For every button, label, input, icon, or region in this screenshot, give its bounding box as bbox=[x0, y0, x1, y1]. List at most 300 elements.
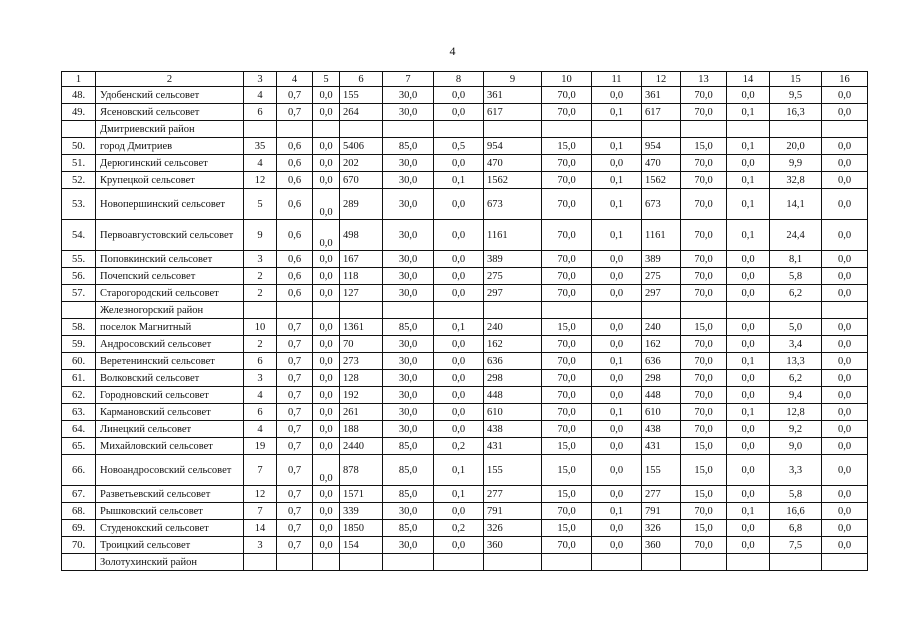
table-cell: 0,7 bbox=[277, 503, 313, 520]
empty-cell bbox=[434, 554, 484, 571]
table-cell: 85,0 bbox=[383, 438, 434, 455]
table-cell: 0,0 bbox=[434, 537, 484, 554]
table-row bbox=[62, 421, 868, 438]
table-cell: 0,1 bbox=[727, 104, 770, 121]
municipality-name: город Дмитриев bbox=[96, 138, 244, 155]
table-cell: 0,0 bbox=[592, 370, 642, 387]
row-number: 57. bbox=[62, 285, 96, 302]
municipality-name: Рышковский сельсовет bbox=[96, 503, 244, 520]
table-cell: 878 bbox=[340, 455, 383, 486]
table-cell: 6,2 bbox=[770, 370, 822, 387]
table-cell: 16,6 bbox=[770, 503, 822, 520]
empty-cell bbox=[340, 554, 383, 571]
table-row bbox=[62, 404, 868, 421]
table-row bbox=[62, 220, 868, 251]
table-cell: 0,1 bbox=[592, 404, 642, 421]
page-number: 4 bbox=[449, 44, 456, 58]
table-cell: 85,0 bbox=[383, 486, 434, 503]
municipality-name: Первоавгустовский сельсовет bbox=[96, 220, 244, 251]
table-cell: 0,0 bbox=[592, 387, 642, 404]
municipality-name: Поповкинский сельсовет bbox=[96, 251, 244, 268]
table-cell: 0,0 bbox=[592, 285, 642, 302]
table-row bbox=[62, 336, 868, 353]
empty-cell bbox=[727, 554, 770, 571]
table-cell: 0,0 bbox=[434, 353, 484, 370]
table-cell: 670 bbox=[340, 172, 383, 189]
table-cell: 0,1 bbox=[592, 220, 642, 251]
empty-cell bbox=[542, 554, 592, 571]
table-cell: 0,0 bbox=[592, 455, 642, 486]
table-cell: 0,1 bbox=[727, 503, 770, 520]
table-cell: 0,1 bbox=[434, 486, 484, 503]
table-cell: 617 bbox=[484, 104, 542, 121]
table-cell: 30,0 bbox=[383, 87, 434, 104]
table-cell: 4 bbox=[244, 87, 277, 104]
table-cell: 70,0 bbox=[542, 404, 592, 421]
table-cell: 0,0 bbox=[313, 421, 340, 438]
table-cell: 24,4 bbox=[770, 220, 822, 251]
table-cell: 0,0 bbox=[592, 438, 642, 455]
table-cell: 12,8 bbox=[770, 404, 822, 421]
table-cell: 5,0 bbox=[770, 319, 822, 336]
table-cell: 0,0 bbox=[313, 387, 340, 404]
table-cell: 188 bbox=[340, 421, 383, 438]
table-cell: 2 bbox=[244, 336, 277, 353]
table-cell: 389 bbox=[642, 251, 681, 268]
table-cell: 431 bbox=[642, 438, 681, 455]
empty-cell bbox=[681, 302, 727, 319]
table-cell: 154 bbox=[340, 537, 383, 554]
table-cell: 13,3 bbox=[770, 353, 822, 370]
table-cell: 0,0 bbox=[592, 155, 642, 172]
table-cell: 0,7 bbox=[277, 104, 313, 121]
empty-cell bbox=[592, 302, 642, 319]
table-cell: 0,0 bbox=[727, 251, 770, 268]
table-cell: 791 bbox=[642, 503, 681, 520]
table-cell: 7 bbox=[244, 455, 277, 486]
table-cell: 0,0 bbox=[822, 421, 868, 438]
row-number: 60. bbox=[62, 353, 96, 370]
table-cell: 14 bbox=[244, 520, 277, 537]
table-cell: 7 bbox=[244, 503, 277, 520]
table-cell: 30,0 bbox=[383, 387, 434, 404]
empty-cell bbox=[770, 554, 822, 571]
table-cell: 70,0 bbox=[542, 268, 592, 285]
header-cell: 16 bbox=[822, 72, 868, 87]
table-cell: 70,0 bbox=[681, 370, 727, 387]
table-cell: 0,0 bbox=[434, 336, 484, 353]
table-cell: 498 bbox=[340, 220, 383, 251]
table-cell: 673 bbox=[484, 189, 542, 220]
table-cell: 0,0 bbox=[313, 155, 340, 172]
empty-cell bbox=[592, 121, 642, 138]
table-cell: 3 bbox=[244, 370, 277, 387]
table-row bbox=[62, 387, 868, 404]
empty-cell bbox=[681, 121, 727, 138]
table-cell: 70,0 bbox=[681, 336, 727, 353]
table-cell: 9 bbox=[244, 220, 277, 251]
table-cell: 0,0 bbox=[313, 336, 340, 353]
municipality-name: Дерюгинский сельсовет bbox=[96, 155, 244, 172]
table-cell: 70,0 bbox=[542, 104, 592, 121]
table-cell: 0,1 bbox=[727, 138, 770, 155]
empty-cell bbox=[642, 302, 681, 319]
table-cell: 70,0 bbox=[681, 172, 727, 189]
table-cell: 30,0 bbox=[383, 370, 434, 387]
table-cell: 438 bbox=[642, 421, 681, 438]
table-cell: 202 bbox=[340, 155, 383, 172]
table-cell: 127 bbox=[340, 285, 383, 302]
table-cell: 15,0 bbox=[681, 520, 727, 537]
table-cell: 70,0 bbox=[681, 268, 727, 285]
table-cell: 0,0 bbox=[727, 370, 770, 387]
table-cell: 0,0 bbox=[592, 486, 642, 503]
table-cell: 6 bbox=[244, 353, 277, 370]
table-cell: 0,0 bbox=[434, 104, 484, 121]
empty-cell bbox=[542, 121, 592, 138]
table-cell: 0,0 bbox=[313, 138, 340, 155]
table-cell: 326 bbox=[484, 520, 542, 537]
empty-cell bbox=[642, 554, 681, 571]
municipality-name: Троицкий сельсовет bbox=[96, 537, 244, 554]
table-cell: 360 bbox=[484, 537, 542, 554]
table-cell: 15,0 bbox=[542, 520, 592, 537]
table-cell: 0,0 bbox=[822, 438, 868, 455]
empty-cell bbox=[822, 302, 868, 319]
table-cell: 0,1 bbox=[727, 404, 770, 421]
empty-cell bbox=[434, 302, 484, 319]
table-cell: 0,0 bbox=[434, 387, 484, 404]
table-cell: 15,0 bbox=[542, 486, 592, 503]
table-cell: 431 bbox=[484, 438, 542, 455]
table-cell: 0,0 bbox=[727, 155, 770, 172]
table-cell: 70,0 bbox=[542, 87, 592, 104]
table-cell: 0,0 bbox=[434, 404, 484, 421]
table-cell: 0,7 bbox=[277, 319, 313, 336]
table-cell: 389 bbox=[484, 251, 542, 268]
empty-cell bbox=[277, 302, 313, 319]
header-row bbox=[62, 72, 868, 87]
empty-cell bbox=[313, 121, 340, 138]
table-cell: 610 bbox=[642, 404, 681, 421]
table-cell: 0,5 bbox=[434, 138, 484, 155]
table-cell: 30,0 bbox=[383, 285, 434, 302]
table-cell: 297 bbox=[484, 285, 542, 302]
table-cell: 0,0 bbox=[822, 319, 868, 336]
header-cell: 8 bbox=[434, 72, 484, 87]
table-cell: 0,0 bbox=[822, 455, 868, 486]
row-number: 50. bbox=[62, 138, 96, 155]
municipality-name: Городновский сельсовет bbox=[96, 387, 244, 404]
table-cell: 30,0 bbox=[383, 251, 434, 268]
table-cell: 7,5 bbox=[770, 537, 822, 554]
empty-cell bbox=[484, 302, 542, 319]
table-row bbox=[62, 503, 868, 520]
table-cell: 12 bbox=[244, 486, 277, 503]
table-cell: 167 bbox=[340, 251, 383, 268]
table-cell: 5,8 bbox=[770, 486, 822, 503]
header-cell: 7 bbox=[383, 72, 434, 87]
table-row bbox=[62, 87, 868, 104]
table-cell: 1850 bbox=[340, 520, 383, 537]
table-cell: 0,0 bbox=[822, 520, 868, 537]
empty-cell bbox=[244, 121, 277, 138]
table-row bbox=[62, 537, 868, 554]
table-cell: 0,0 bbox=[313, 438, 340, 455]
table-cell: 0,7 bbox=[277, 520, 313, 537]
municipality-name: Разветьевский сельсовет bbox=[96, 486, 244, 503]
table-cell: 0,0 bbox=[727, 87, 770, 104]
table-cell: 240 bbox=[484, 319, 542, 336]
table-cell: 70 bbox=[340, 336, 383, 353]
table-row bbox=[62, 251, 868, 268]
table-cell: 0,0 bbox=[313, 537, 340, 554]
table-row bbox=[62, 189, 868, 220]
table-cell: 1562 bbox=[484, 172, 542, 189]
table-cell: 6,8 bbox=[770, 520, 822, 537]
table-cell: 470 bbox=[642, 155, 681, 172]
table-cell: 0,7 bbox=[277, 438, 313, 455]
table-cell: 0,1 bbox=[727, 172, 770, 189]
table-row bbox=[62, 438, 868, 455]
table-cell: 15,0 bbox=[681, 138, 727, 155]
table-cell: 0,0 bbox=[313, 520, 340, 537]
table-cell: 70,0 bbox=[681, 220, 727, 251]
row-number: 48. bbox=[62, 87, 96, 104]
municipality-name: Андросовский сельсовет bbox=[96, 336, 244, 353]
table-cell: 0,1 bbox=[592, 172, 642, 189]
table-cell: 70,0 bbox=[681, 404, 727, 421]
table-cell: 70,0 bbox=[681, 189, 727, 220]
municipality-name: Старогородский сельсовет bbox=[96, 285, 244, 302]
header-cell: 14 bbox=[727, 72, 770, 87]
table-cell: 636 bbox=[484, 353, 542, 370]
table-cell: 0,0 bbox=[313, 220, 340, 251]
table-cell: 30,0 bbox=[383, 336, 434, 353]
table-cell: 0,0 bbox=[313, 172, 340, 189]
table-cell: 0,0 bbox=[434, 285, 484, 302]
table-cell: 448 bbox=[642, 387, 681, 404]
table-cell: 0,6 bbox=[277, 220, 313, 251]
table-cell: 9,2 bbox=[770, 421, 822, 438]
table-cell: 30,0 bbox=[383, 537, 434, 554]
empty-cell bbox=[542, 302, 592, 319]
table-cell: 30,0 bbox=[383, 104, 434, 121]
header-cell: 4 bbox=[277, 72, 313, 87]
table-cell: 6 bbox=[244, 104, 277, 121]
table-cell: 0,0 bbox=[727, 438, 770, 455]
table-row bbox=[62, 138, 868, 155]
table-cell: 9,9 bbox=[770, 155, 822, 172]
table-cell: 35 bbox=[244, 138, 277, 155]
table-cell: 297 bbox=[642, 285, 681, 302]
table-cell: 9,5 bbox=[770, 87, 822, 104]
table-cell: 32,8 bbox=[770, 172, 822, 189]
table-cell: 0,0 bbox=[822, 387, 868, 404]
empty-cell bbox=[383, 554, 434, 571]
empty-cell bbox=[681, 554, 727, 571]
table-cell: 0,0 bbox=[592, 251, 642, 268]
table-cell: 0,0 bbox=[592, 87, 642, 104]
table-cell: 0,0 bbox=[822, 404, 868, 421]
table-cell: 0,0 bbox=[727, 387, 770, 404]
header-cell: 6 bbox=[340, 72, 383, 87]
table-cell: 85,0 bbox=[383, 455, 434, 486]
table-cell: 0,0 bbox=[313, 486, 340, 503]
table-cell: 30,0 bbox=[383, 404, 434, 421]
table-cell: 3 bbox=[244, 251, 277, 268]
table-cell: 15,0 bbox=[681, 486, 727, 503]
table-cell: 5406 bbox=[340, 138, 383, 155]
row-number: 70. bbox=[62, 537, 96, 554]
table-cell: 0,7 bbox=[277, 404, 313, 421]
table-cell: 15,0 bbox=[542, 319, 592, 336]
table-cell: 0,0 bbox=[434, 268, 484, 285]
table-cell: 0,0 bbox=[822, 285, 868, 302]
table-cell: 0,1 bbox=[592, 503, 642, 520]
table-cell: 0,0 bbox=[313, 353, 340, 370]
row-number: 56. bbox=[62, 268, 96, 285]
table-cell: 15,0 bbox=[542, 455, 592, 486]
table-cell: 277 bbox=[484, 486, 542, 503]
table-cell: 448 bbox=[484, 387, 542, 404]
empty-cell bbox=[62, 302, 96, 319]
section-row bbox=[62, 121, 868, 138]
empty-cell bbox=[642, 121, 681, 138]
municipality-name: Ясеновский сельсовет bbox=[96, 104, 244, 121]
table-cell: 275 bbox=[484, 268, 542, 285]
table-cell: 30,0 bbox=[383, 268, 434, 285]
table-cell: 0,0 bbox=[313, 87, 340, 104]
row-number: 62. bbox=[62, 387, 96, 404]
table-cell: 30,0 bbox=[383, 172, 434, 189]
table-cell: 2440 bbox=[340, 438, 383, 455]
section-row bbox=[62, 554, 868, 571]
header-cell: 11 bbox=[592, 72, 642, 87]
table-cell: 240 bbox=[642, 319, 681, 336]
table-cell: 0,0 bbox=[822, 336, 868, 353]
table-cell: 9,0 bbox=[770, 438, 822, 455]
header-cell: 13 bbox=[681, 72, 727, 87]
table-cell: 85,0 bbox=[383, 138, 434, 155]
table-cell: 30,0 bbox=[383, 220, 434, 251]
empty-cell bbox=[484, 554, 542, 571]
table-row bbox=[62, 268, 868, 285]
table-row bbox=[62, 172, 868, 189]
table-cell: 162 bbox=[642, 336, 681, 353]
table-cell: 0,0 bbox=[822, 503, 868, 520]
table-cell: 162 bbox=[484, 336, 542, 353]
row-number: 55. bbox=[62, 251, 96, 268]
empty-cell bbox=[244, 302, 277, 319]
empty-cell bbox=[434, 121, 484, 138]
table-cell: 0,2 bbox=[434, 520, 484, 537]
table-cell: 155 bbox=[642, 455, 681, 486]
table-cell: 70,0 bbox=[542, 155, 592, 172]
empty-cell bbox=[727, 302, 770, 319]
table-cell: 4 bbox=[244, 387, 277, 404]
table-cell: 0,0 bbox=[822, 370, 868, 387]
empty-cell bbox=[484, 121, 542, 138]
table-cell: 0,0 bbox=[313, 370, 340, 387]
table-cell: 70,0 bbox=[542, 387, 592, 404]
table-cell: 0,0 bbox=[822, 353, 868, 370]
table-cell: 30,0 bbox=[383, 155, 434, 172]
table-cell: 0,0 bbox=[822, 172, 868, 189]
table-cell: 0,0 bbox=[822, 155, 868, 172]
municipality-name: Новоандросовский сельсовет bbox=[96, 455, 244, 486]
table-cell: 289 bbox=[340, 189, 383, 220]
row-number: 69. bbox=[62, 520, 96, 537]
table-cell: 0,0 bbox=[313, 319, 340, 336]
table-cell: 85,0 bbox=[383, 520, 434, 537]
table-cell: 0,7 bbox=[277, 353, 313, 370]
municipality-name: Линецкий сельсовет bbox=[96, 421, 244, 438]
table-cell: 0,0 bbox=[727, 319, 770, 336]
table-cell: 298 bbox=[642, 370, 681, 387]
empty-cell bbox=[62, 554, 96, 571]
row-number: 68. bbox=[62, 503, 96, 520]
table-cell: 0,7 bbox=[277, 387, 313, 404]
table-cell: 85,0 bbox=[383, 319, 434, 336]
table-cell: 70,0 bbox=[542, 172, 592, 189]
table-row bbox=[62, 520, 868, 537]
municipality-name: Новопершинский сельсовет bbox=[96, 189, 244, 220]
table-cell: 0,1 bbox=[592, 189, 642, 220]
table-cell: 0,6 bbox=[277, 285, 313, 302]
header-cell: 15 bbox=[770, 72, 822, 87]
header-cell: 3 bbox=[244, 72, 277, 87]
table-cell: 0,1 bbox=[434, 319, 484, 336]
table-cell: 0,0 bbox=[822, 104, 868, 121]
section-title: Золотухинский район bbox=[96, 554, 244, 571]
table-cell: 954 bbox=[484, 138, 542, 155]
table-cell: 261 bbox=[340, 404, 383, 421]
table-cell: 470 bbox=[484, 155, 542, 172]
table-cell: 70,0 bbox=[542, 503, 592, 520]
row-number: 67. bbox=[62, 486, 96, 503]
table-cell: 2 bbox=[244, 285, 277, 302]
table-cell: 361 bbox=[642, 87, 681, 104]
table-cell: 0,0 bbox=[822, 537, 868, 554]
table-cell: 30,0 bbox=[383, 503, 434, 520]
empty-cell bbox=[277, 121, 313, 138]
table-cell: 1361 bbox=[340, 319, 383, 336]
table-cell: 3,4 bbox=[770, 336, 822, 353]
table-cell: 8,1 bbox=[770, 251, 822, 268]
table-cell: 0,1 bbox=[592, 104, 642, 121]
table-cell: 0,0 bbox=[727, 486, 770, 503]
header-cell: 12 bbox=[642, 72, 681, 87]
table-row bbox=[62, 353, 868, 370]
table-cell: 0,1 bbox=[434, 455, 484, 486]
table-cell: 2 bbox=[244, 268, 277, 285]
row-number: 65. bbox=[62, 438, 96, 455]
table-cell: 70,0 bbox=[542, 421, 592, 438]
table-cell: 16,3 bbox=[770, 104, 822, 121]
table-cell: 70,0 bbox=[542, 370, 592, 387]
table-cell: 361 bbox=[484, 87, 542, 104]
table-cell: 0,0 bbox=[727, 268, 770, 285]
table-cell: 0,0 bbox=[727, 336, 770, 353]
table-cell: 70,0 bbox=[681, 285, 727, 302]
table-cell: 0,0 bbox=[313, 455, 340, 486]
empty-cell bbox=[822, 121, 868, 138]
table-cell: 0,6 bbox=[277, 189, 313, 220]
data-table bbox=[61, 71, 868, 571]
table-cell: 15,0 bbox=[681, 438, 727, 455]
table-cell: 0,0 bbox=[592, 421, 642, 438]
